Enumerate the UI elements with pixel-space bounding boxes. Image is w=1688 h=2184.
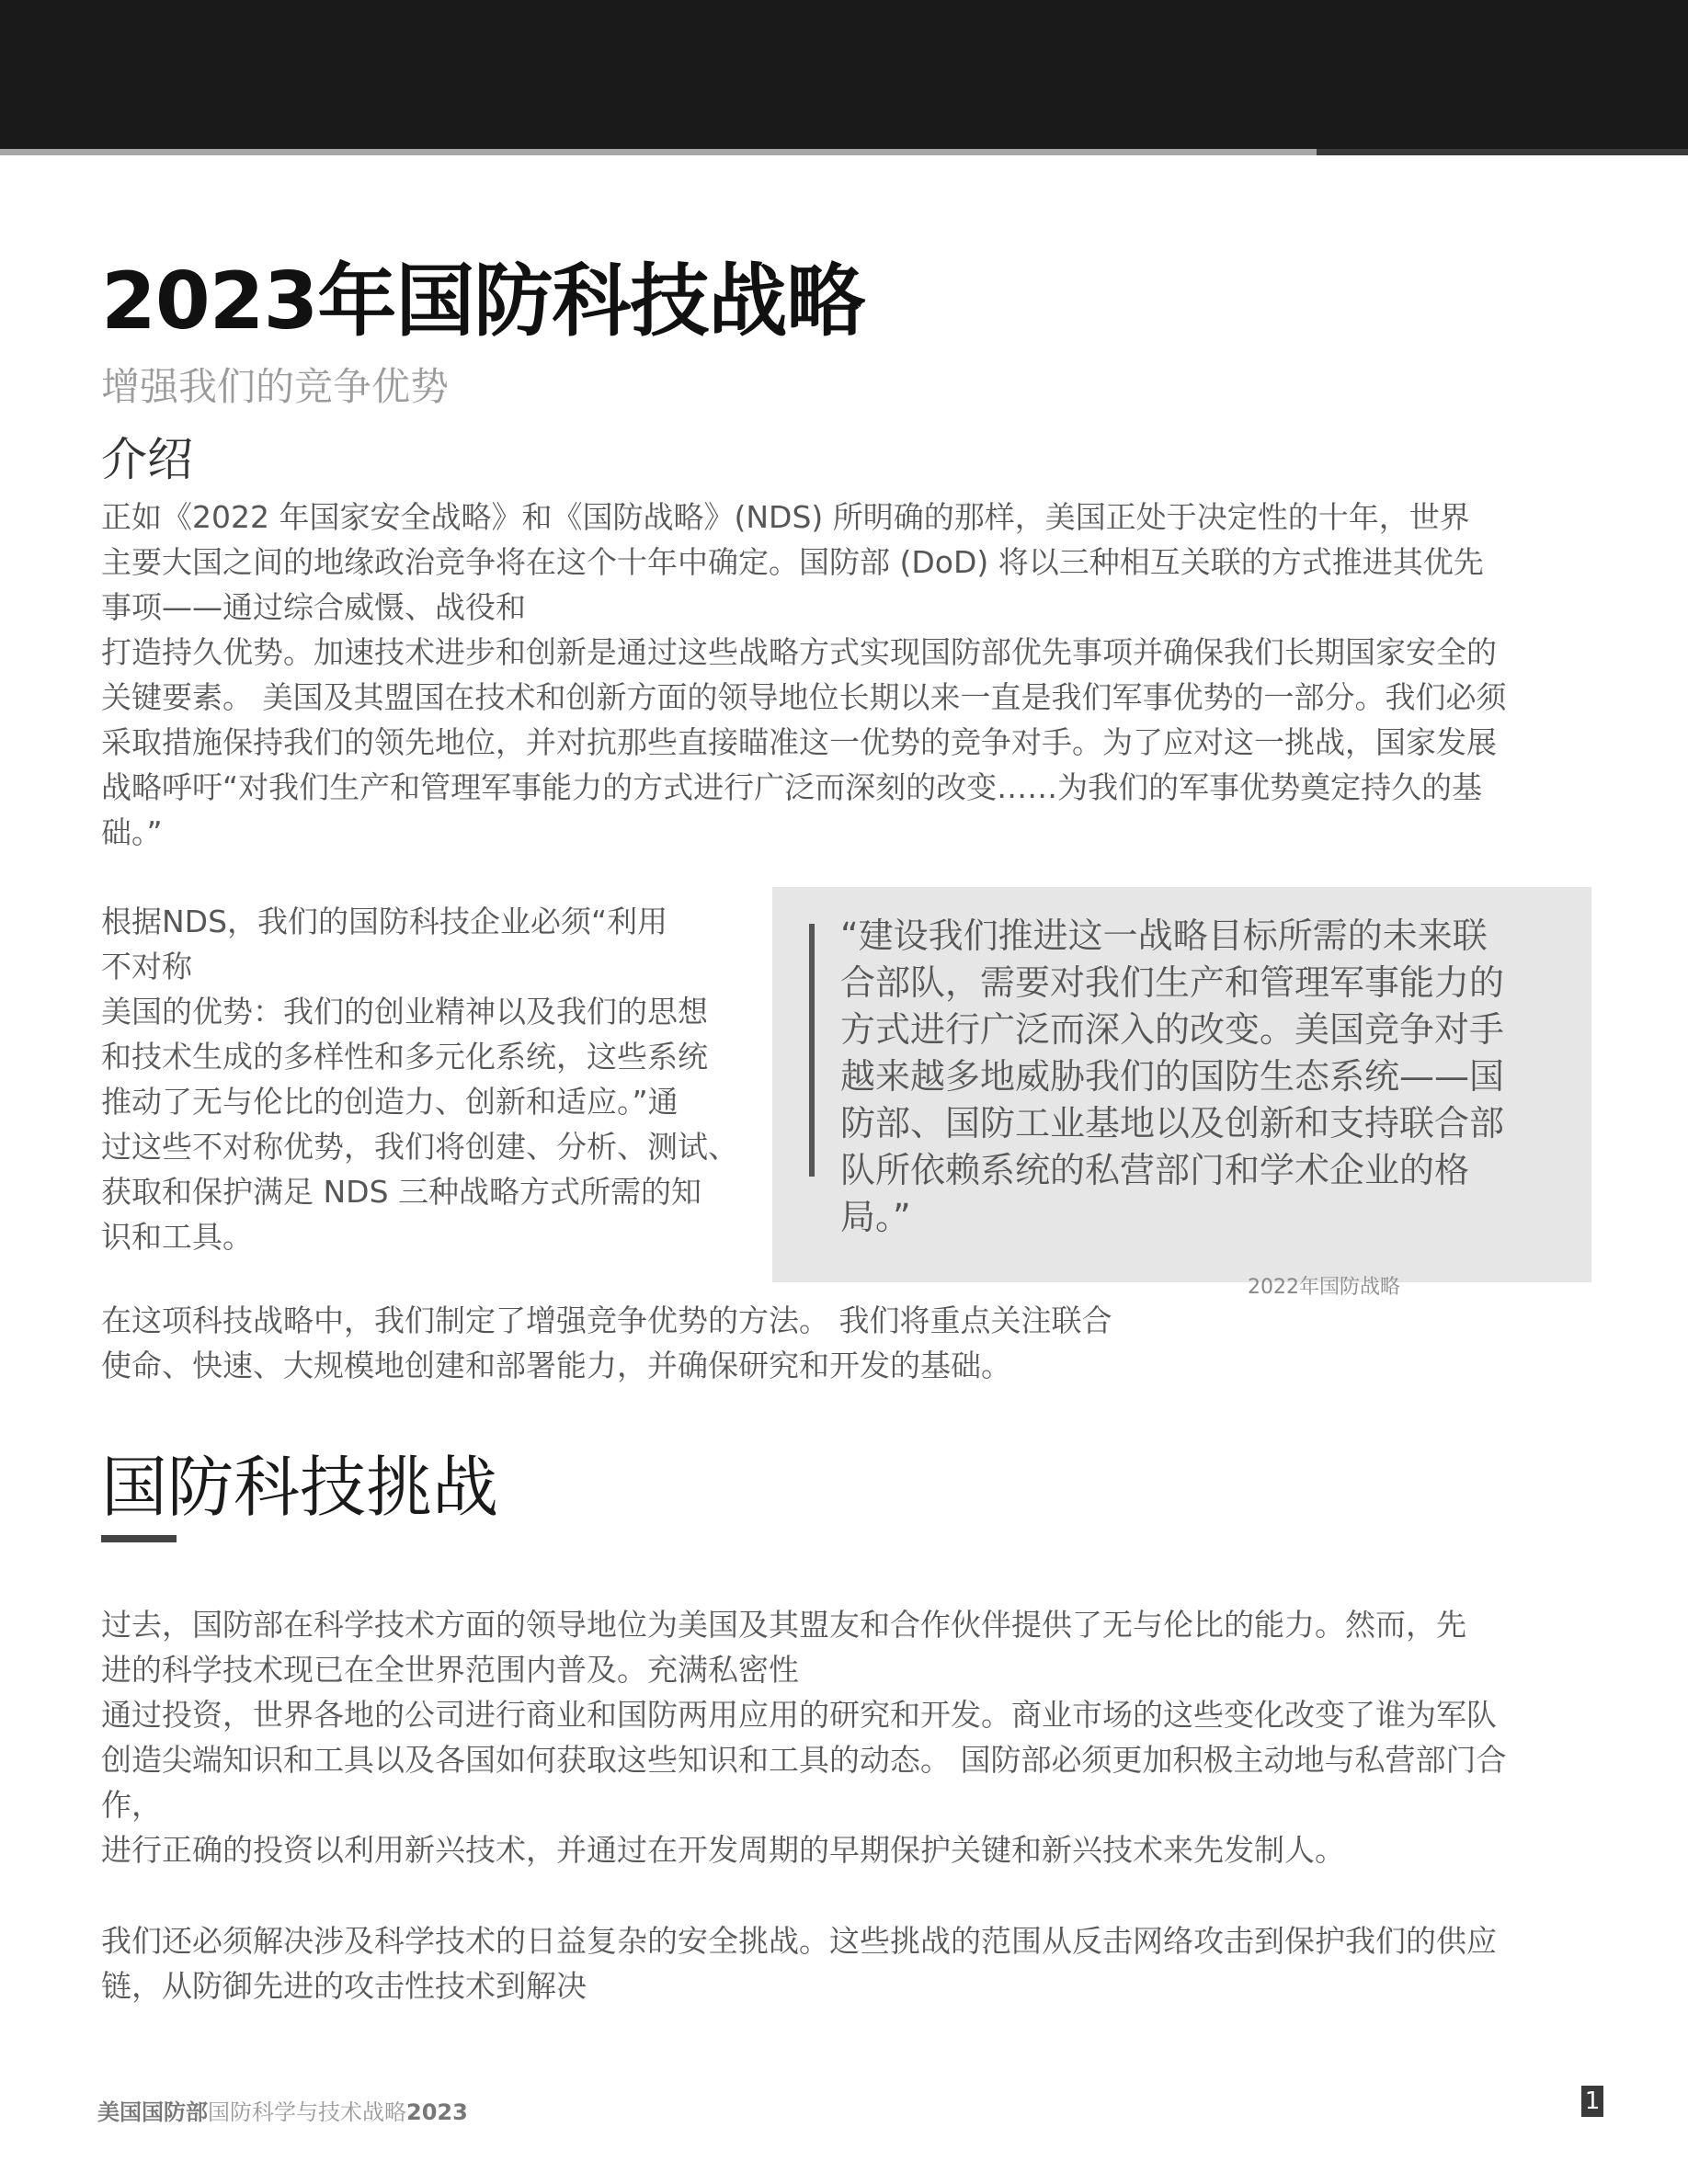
text-line: 过去，国防部在科学技术方面的领导地位为美国及其盟友和合作伙伴提供了无与伦比的能力。然而，先 bbox=[101, 1607, 1466, 1643]
text-line: 事项——通过综合威慑、战役和 bbox=[101, 589, 526, 625]
quote-line: 防部、国防工业基地以及创新和支持联合部 bbox=[840, 1103, 1505, 1143]
text-line: 获取和保护满足 NDS 三种战略方式所需的知 bbox=[101, 1174, 702, 1210]
quote-line: “建设我们推进这一战略目标所需的未来联 bbox=[840, 916, 1488, 956]
footer-year: 2023 bbox=[406, 2099, 468, 2125]
text-line: 链，从防御先进的攻击性技术到解决 bbox=[101, 1968, 587, 2004]
text-line: 在这项科技战略中，我们制定了增强竞争优势的方法。 我们将重点关注联合 bbox=[101, 1302, 1112, 1338]
text-line: 作， bbox=[101, 1787, 162, 1823]
intro-paragraph-2 bbox=[101, 899, 738, 1259]
text-line: 识和工具。 bbox=[101, 1219, 253, 1255]
text-line: 通过投资，世界各地的公司进行商业和国防两用应用的研究和开发。商业市场的这些变化改变了谁为军队 bbox=[101, 1697, 1497, 1733]
section-heading-rule bbox=[101, 1535, 177, 1542]
footer-org: 美国国防部 bbox=[97, 2099, 208, 2125]
text-line: 不对称 bbox=[101, 949, 192, 984]
quote-line: 合部队，需要对我们生产和管理军事能力的 bbox=[840, 962, 1505, 1003]
intro-paragraph-1 bbox=[101, 495, 1507, 855]
text-line: 和技术生成的多样性和多元化系统，这些系统 bbox=[101, 1039, 708, 1075]
text-line: 进行正确的投资以利用新兴技术，并通过在开发周期的早期保护关键和新兴技术来先发制人。 bbox=[101, 1832, 1345, 1868]
text-line: 美国的优势：我们的创业精神以及我们的思想 bbox=[101, 994, 708, 1029]
quote-line: 局。” bbox=[840, 1197, 911, 1237]
header-band bbox=[0, 0, 1688, 149]
pull-quote bbox=[772, 887, 1591, 1299]
page-footer bbox=[97, 2094, 468, 2126]
section-heading-challenges: 国防科技挑战 bbox=[101, 1449, 499, 1526]
text-line: 战略呼吁“对我们生产和管理军事能力的方式进行广泛而深刻的改变……为我们的军事优势奠定持久的基 bbox=[101, 769, 1483, 805]
challenges-paragraph-1 bbox=[101, 1602, 1507, 1872]
text-line: 我们还必须解决涉及科学技术的日益复杂的安全挑战。这些挑战的范围从反击网络攻击到保护我们的供应 bbox=[101, 1923, 1497, 1959]
quote-line: 越来越多地威胁我们的国防生态系统——国 bbox=[840, 1056, 1505, 1097]
text-line: 使命、快速、大规模地创建和部署能力，并确保研究和开发的基础。 bbox=[101, 1348, 1011, 1383]
text-line: 进的科学技术现已在全世界范围内普及。充满私密性 bbox=[101, 1652, 799, 1688]
text-line: 础。” bbox=[101, 814, 163, 850]
text-line: 主要大国之间的地缘政治竞争将在这个十年中确定。国防部 (DoD) 将以三种相互关联的方式推进其优先 bbox=[101, 544, 1484, 580]
page-title: 2023年国防科技战略 bbox=[101, 256, 865, 347]
quote-line: 方式进行广泛而深入的改变。美国竞争对手 bbox=[840, 1009, 1505, 1050]
header-rule-accent bbox=[1317, 149, 1688, 155]
intro-paragraph-3 bbox=[101, 1298, 1112, 1388]
pull-quote-source: 2022年国防战略 bbox=[1248, 1276, 1400, 1299]
challenges-paragraph-2 bbox=[101, 1918, 1497, 2008]
page-subtitle: 增强我们的竞争优势 bbox=[101, 364, 450, 409]
section-heading-intro: 介绍 bbox=[101, 433, 193, 486]
text-line: 创造尖端知识和工具以及各国如何获取这些知识和工具的动态。 国防部必须更加积极主动地与私营部门合 bbox=[101, 1742, 1507, 1778]
pull-quote-text bbox=[840, 913, 1504, 1241]
footer-doc-title: 国防科学与技术战略 bbox=[208, 2099, 406, 2125]
text-line: 根据NDS，我们的国防科技企业必须“利用 bbox=[101, 904, 668, 939]
pull-quote-bar bbox=[809, 924, 815, 1177]
header-rule bbox=[0, 149, 1317, 155]
text-line: 过这些不对称优势，我们将创建、分析、测试、 bbox=[101, 1129, 738, 1165]
quote-line: 队所依赖系统的私营部门和学术企业的格 bbox=[840, 1150, 1470, 1190]
text-line: 正如《2022 年国家安全战略》和《国防战略》(NDS) 所明确的那样，美国正处于决定性的十年，世界 bbox=[101, 499, 1470, 535]
text-line: 推动了无与伦比的创造力、创新和适应。”通 bbox=[101, 1084, 679, 1120]
text-line: 关键要素。 美国及其盟国在技术和创新方面的领导地位长期以来一直是我们军事优势的一部分。我们必须 bbox=[101, 679, 1507, 715]
text-line: 采取措施保持我们的领先地位，并对抗那些直接瞄准这一优势的竞争对手。为了应对这一挑战，国家发展 bbox=[101, 724, 1497, 760]
page-number: 1 bbox=[1581, 2086, 1603, 2117]
text-line: 打造持久优势。加速技术进步和创新是通过这些战略方式实现国防部优先事项并确保我们长期国家安全的 bbox=[101, 634, 1497, 670]
